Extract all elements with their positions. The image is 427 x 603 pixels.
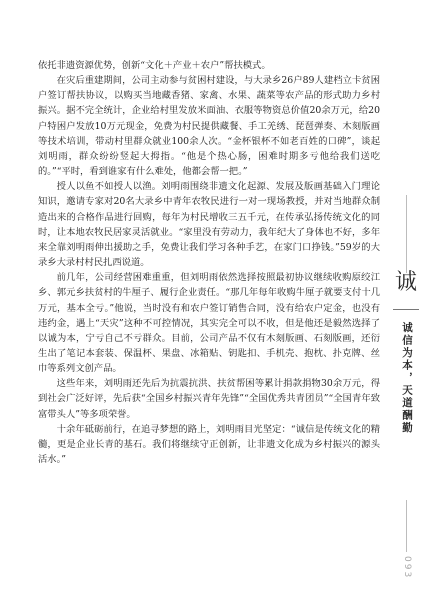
chapter-sidebar xyxy=(385,0,427,603)
paragraph: 前几年，公司经营困难重重，但刘明雨依然选择按照最初协议继续收购原绞江乡、郭元乡扶贫村的牛厘子、履行企业责任。“那几年每年收购牛厘子就要支付十几万元，基本全亏。”他说，当时没有和农户签订销售合同，没有给农户定金，也没有违约金，遇上“天灾”这种不可控情况，其实完全可以不收，但是他还是毅然选择了以诚为本，宁亏自己不亏群众。目前，公司产品不仅有木刻版画、石刻版画，还衍生出了笔记本套装、保温杯、果盘、冰箱贴、钥匙扣、手机壳、抱枕、扑克牌、丝巾等系列文创产品。 xyxy=(38,272,380,375)
chapter-title: 诚信为本，天道酬勤 xyxy=(401,322,413,435)
sidebar-divider-bottom xyxy=(406,500,407,552)
sidebar-divider-top xyxy=(406,195,407,273)
paragraph: 授人以鱼不如授人以渔。刘明雨围绕非遗文化起源、发展及版画基础入门理论知识，邀请专家对20名大录乡中青年农牧民进行一对一现场教授，并对当地群众制造出来的合格作品进行回购，每年为村民增收三五千元，在传承弘扬传统文化的同时，让本地农牧民居家灵活就业。“家里没有劳动力，我年纪大了身体也不好，多年来全靠刘明雨伸出援助之手，免费让我们学习各种手艺，在家门口挣钱。”59岁的大录乡大录村村民扎西说道。 xyxy=(38,181,380,269)
page-number: 093 xyxy=(402,556,412,580)
chapter-marker: 诚 xyxy=(394,270,417,295)
paragraph: 依托非遗资源优势，创新“文化＋产业＋农户”帮扶模式。 xyxy=(38,60,271,71)
chapter-underline xyxy=(393,309,419,310)
paragraph: 十余年砥砺前行，在追寻梦想的路上，刘明雨目光坚定：“诚信是传统文化的精髓，更是企业长青的基石。我们将继续守正创新，让非遗文化成为乡村振兴的源头活水。” xyxy=(38,423,380,466)
paragraph: 这些年来，刘明雨还先后为抗震抗洪、扶贫帮困等累计捐款捐物30余万元，得到社会广泛好评，先后获“全国乡村振兴青年先锋”“全国优秀共青团员”“全国青年致富带头人”等多项荣誉。 xyxy=(38,378,380,420)
paragraph: 在灾后重建期间，公司主动参与贫困村建设，与大录乡26户89人建档立卡贫困户签订帮扶协议，以购买当地藏香猪、家禽、水果、蔬菜等农产品的形式助力乡村振兴。据不完全统计，企业给村里发放米面油、衣服等物资总价值20余万元，给20户特困户发放10万元现金，免费为村民提供藏餐、手工羌绣、琵琶弹奏、木刻版画等技术培训，带动村里群众就业100余人次。“金杯银杯不如老百姓的口碑”，谈起刘明雨，群众纷纷竖起大拇指。“他是个热心肠，困难时期多亏他给我们送吃的。”“平时，看到谁家有什么难处，他都会帮一把。” xyxy=(38,75,380,178)
body-text xyxy=(38,58,380,467)
